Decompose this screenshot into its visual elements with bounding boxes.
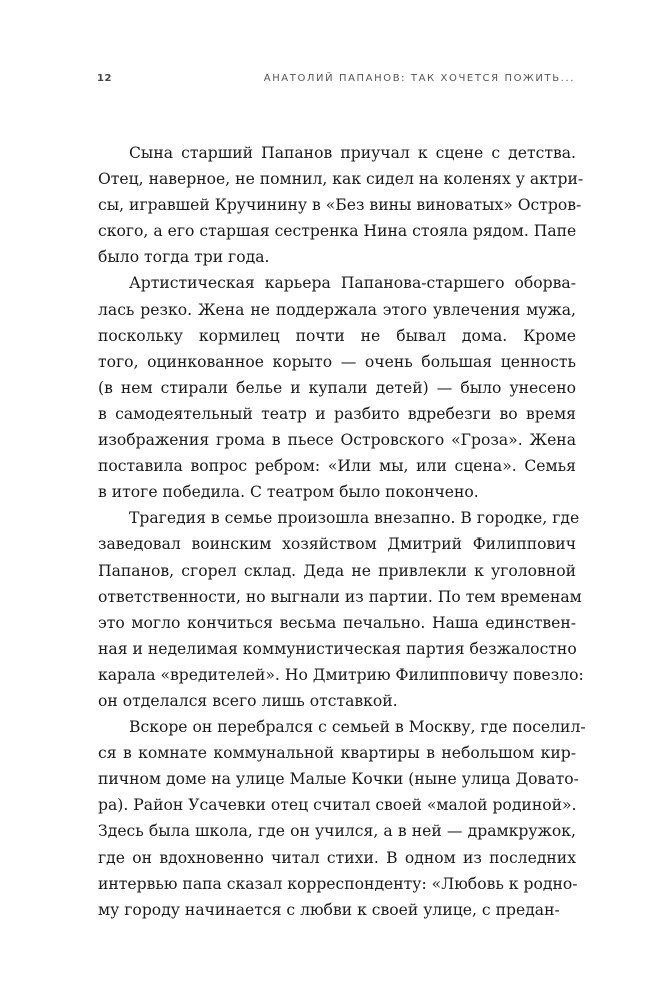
paragraph (98, 270, 576, 505)
text-line: интервью папа сказал корреспонденту: «Любовь к родно- (98, 874, 578, 893)
text-line: Артистическая карьера Папанова-старшего оборва- (129, 274, 576, 293)
running-title: АНАТОЛИЙ ПАПАНОВ: ТАК ХОЧЕТСЯ ПОЖИТЬ... (263, 73, 575, 84)
paragraph (98, 140, 584, 270)
text-line: ра). Район Усачевки отец считал своей «малой родиной». (98, 796, 577, 815)
text-line: ся в комнате коммунальной квартиры в небольшом кир- (98, 744, 576, 763)
text-line: поставила вопрос ребром: «Или мы, или сцена». Семья (98, 457, 576, 476)
text-line: Вскоре он перебрался с семьей в Москву, где поселил- (129, 718, 586, 737)
text-line: Трагедия в семье произошла внезапно. В городке, где (129, 509, 580, 528)
text-line: Отец, наверное, не помнил, как сидел на коленях у актри- (98, 170, 584, 189)
text-line: изображения грома в пьесе Островского «Гроза». Жена (98, 431, 576, 450)
paragraph (98, 714, 586, 923)
paragraph (98, 505, 584, 714)
text-line: сы, игравшей Кручинину в «Без вины виноватых» Остров- (98, 196, 582, 215)
text-line: ского, а его старшая сестренка Нина стояла рядом. Папе (98, 222, 577, 241)
body-text (98, 140, 586, 923)
text-line: он отделался всего лишь отставкой. (98, 691, 398, 710)
text-line: заведовал воинским хозяйством Дмитрий Филиппович (98, 535, 576, 554)
text-line: было тогда три года. (98, 248, 270, 267)
text-line: му городу начинается с любви к своей улице, с предан- (98, 900, 560, 919)
text-line: карала «вредителей». Но Дмитрию Филипповичу повезло: (98, 665, 584, 684)
text-line: это могло кончиться весьма печально. Наша единствен- (98, 613, 576, 632)
text-line: ответственности, но выгнали из партии. По тем временам (98, 587, 582, 606)
text-line: в итоге победила. С театром было покончено. (98, 483, 479, 502)
text-line: Здесь была школа, где он учился, а в ней — драмкружок, (98, 822, 576, 841)
text-line: Сына старший Папанов приучал к сцене с детства. (129, 144, 576, 162)
text-line: где он вдохновенно читал стихи. В одном из последних (98, 848, 576, 867)
page-number: 12 (97, 73, 112, 84)
text-line: Папанов, сгорел склад. Деда не привлекли к уголовной (98, 561, 576, 580)
text-line: (в нем стирали белье и купали детей) — было унесено (98, 378, 576, 397)
text-line: ная и неделимая коммунистическая партия безжалостно (98, 639, 577, 658)
text-line: пичном доме на улице Малые Кочки (ныне улица Довато- (98, 770, 579, 789)
page-header (97, 73, 575, 89)
text-line: в самодеятельный театр и разбито вдребезги во время (98, 404, 576, 423)
text-line: лась резко. Жена не поддержала этого увлечения мужа, (98, 300, 576, 319)
text-line: поскольку кормилец почти не бывал дома. Кроме (98, 326, 576, 345)
text-line: того, оцинкованное корыто — очень большая ценность (98, 352, 576, 371)
